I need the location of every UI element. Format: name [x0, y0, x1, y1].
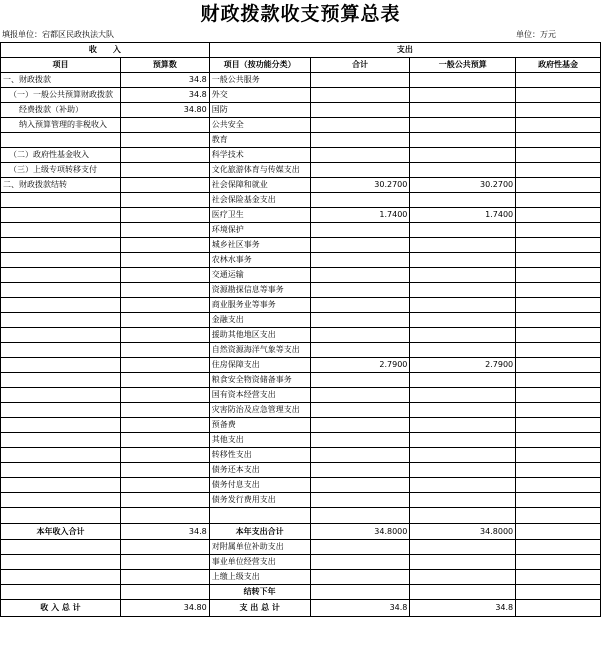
reporting-unit: 填报单位：宕都区民政执法大队	[2, 30, 114, 39]
table-row	[1, 478, 601, 493]
income-item	[1, 313, 121, 328]
table-row	[1, 253, 601, 268]
grand-total-row	[1, 600, 601, 617]
expense-general	[410, 88, 516, 103]
expense-fund	[516, 403, 601, 418]
income-item: 纳入预算管理的非税收入	[1, 118, 121, 133]
table-row	[1, 118, 601, 133]
income-item	[1, 403, 121, 418]
income-budget	[120, 433, 209, 448]
expense-total	[310, 313, 410, 328]
grand-expense-general: 34.8	[410, 600, 516, 617]
income-item	[1, 208, 121, 223]
expense-fund	[516, 163, 601, 178]
table-row	[1, 103, 601, 118]
expense-fund	[516, 223, 601, 238]
income-item	[1, 433, 121, 448]
income-budget	[120, 313, 209, 328]
income-budget	[120, 163, 209, 178]
income-budget: 34.8	[120, 73, 209, 88]
extra-row	[1, 555, 601, 570]
expense-total	[310, 253, 410, 268]
expense-general	[410, 118, 516, 133]
expense-general	[410, 268, 516, 283]
income-budget	[120, 388, 209, 403]
expense-fund	[516, 283, 601, 298]
expense-item: 教育	[209, 133, 310, 148]
income-total-value: 34.8	[120, 524, 209, 540]
expense-item: 城乡社区事务	[209, 238, 310, 253]
table-row	[1, 373, 601, 388]
table-row	[1, 343, 601, 358]
expense-fund	[516, 268, 601, 283]
expense-fund	[516, 238, 601, 253]
table-row	[1, 508, 601, 524]
expense-general	[410, 433, 516, 448]
table-row	[1, 73, 601, 88]
table-row	[1, 148, 601, 163]
table-row	[1, 448, 601, 463]
table-row	[1, 403, 601, 418]
table-row	[1, 328, 601, 343]
expense-fund	[516, 208, 601, 223]
income-budget	[120, 508, 209, 524]
income-item	[1, 478, 121, 493]
expense-total	[310, 463, 410, 478]
expense-item: 预备费	[209, 418, 310, 433]
expense-general	[410, 448, 516, 463]
table-row	[1, 268, 601, 283]
expense-fund	[516, 388, 601, 403]
income-budget	[120, 208, 209, 223]
income-item	[1, 298, 121, 313]
expense-item: 文化旅游体育与传媒支出	[209, 163, 310, 178]
expense-header: 支出	[209, 43, 600, 58]
income-item	[1, 328, 121, 343]
expense-item: 外交	[209, 88, 310, 103]
income-item	[1, 358, 121, 373]
table-row	[1, 88, 601, 103]
expense-item: 公共安全	[209, 118, 310, 133]
income-item	[1, 283, 121, 298]
expense-general: 30.2700	[410, 178, 516, 193]
expense-total	[310, 418, 410, 433]
expense-general	[410, 163, 516, 178]
expense-general	[410, 418, 516, 433]
income-item	[1, 223, 121, 238]
income-budget: 34.8	[120, 88, 209, 103]
table-row	[1, 208, 601, 223]
expense-general	[410, 373, 516, 388]
expense-fund	[516, 493, 601, 508]
income-budget	[120, 358, 209, 373]
expense-item: 社会保险基金支出	[209, 193, 310, 208]
table-row	[1, 493, 601, 508]
expense-fund	[516, 508, 601, 524]
expense-fund	[516, 478, 601, 493]
carry-forward-label: 结转下年	[209, 585, 310, 600]
income-budget	[120, 298, 209, 313]
expense-total	[310, 433, 410, 448]
column-header-row	[1, 58, 601, 73]
expense-total	[310, 298, 410, 313]
expense-total-label: 本年支出合计	[209, 524, 310, 540]
expense-fund	[516, 463, 601, 478]
expense-fund	[516, 343, 601, 358]
expense-general	[410, 148, 516, 163]
table-row	[1, 193, 601, 208]
expense-fund	[516, 358, 601, 373]
expense-total: 2.7900	[310, 358, 410, 373]
expense-fund	[516, 373, 601, 388]
expense-total	[310, 343, 410, 358]
table-row	[1, 463, 601, 478]
expense-total	[310, 193, 410, 208]
income-budget	[120, 373, 209, 388]
expense-general	[410, 238, 516, 253]
budget-table	[0, 42, 601, 617]
income-budget	[120, 193, 209, 208]
expense-general	[410, 343, 516, 358]
income-budget	[120, 238, 209, 253]
expense-general	[410, 463, 516, 478]
expense-total	[310, 508, 410, 524]
expense-total: 1.7400	[310, 208, 410, 223]
income-header: 收 入	[1, 43, 210, 58]
expense-item: 援助其他地区支出	[209, 328, 310, 343]
income-item	[1, 418, 121, 433]
expense-general	[410, 223, 516, 238]
income-item	[1, 238, 121, 253]
expense-fund	[516, 73, 601, 88]
expense-item: 社会保障和就业	[209, 178, 310, 193]
table-row	[1, 283, 601, 298]
expense-fund	[516, 133, 601, 148]
expense-fund	[516, 313, 601, 328]
income-budget	[120, 463, 209, 478]
annual-total-row	[1, 524, 601, 540]
expense-item: 粮食安全物资储备事务	[209, 373, 310, 388]
expense-general	[410, 133, 516, 148]
income-item	[1, 253, 121, 268]
table-row	[1, 163, 601, 178]
income-budget	[120, 328, 209, 343]
income-item: 一、财政拨款	[1, 73, 121, 88]
income-item	[1, 193, 121, 208]
expense-item: 商业服务业等事务	[209, 298, 310, 313]
expense-total	[310, 373, 410, 388]
col-item-func: 项目（按功能分类）	[209, 58, 310, 73]
income-budget	[120, 493, 209, 508]
income-item: （三）上级专项转移支付	[1, 163, 121, 178]
expense-total	[310, 103, 410, 118]
expense-total	[310, 493, 410, 508]
expense-total	[310, 448, 410, 463]
income-budget	[120, 253, 209, 268]
expense-total	[310, 328, 410, 343]
expense-general	[410, 388, 516, 403]
expense-general	[410, 493, 516, 508]
grand-income-value: 34.80	[120, 600, 209, 617]
expense-item: 转移性支出	[209, 448, 310, 463]
table-row	[1, 388, 601, 403]
expense-item: 一般公共服务	[209, 73, 310, 88]
income-budget	[120, 223, 209, 238]
expense-item: 债务付息支出	[209, 478, 310, 493]
expense-item	[209, 508, 310, 524]
income-budget	[120, 283, 209, 298]
table-row	[1, 298, 601, 313]
table-row	[1, 418, 601, 433]
income-item	[1, 508, 121, 524]
grand-expense-label: 支 出 总 计	[209, 600, 310, 617]
expense-fund	[516, 418, 601, 433]
expense-total	[310, 268, 410, 283]
expense-fund	[516, 148, 601, 163]
expense-general	[410, 508, 516, 524]
expense-item: 国有资本经营支出	[209, 388, 310, 403]
income-item	[1, 388, 121, 403]
income-budget	[120, 118, 209, 133]
income-budget	[120, 403, 209, 418]
expense-item: 资源勘探信息等事务	[209, 283, 310, 298]
income-budget	[120, 148, 209, 163]
expense-total	[310, 223, 410, 238]
income-item	[1, 373, 121, 388]
expense-fund	[516, 298, 601, 313]
col-budget: 预算数	[120, 58, 209, 73]
income-item: 二、财政拨款结转	[1, 178, 121, 193]
col-fund: 政府性基金	[516, 58, 601, 73]
expense-total-value: 34.8000	[310, 524, 410, 540]
expense-total: 30.2700	[310, 178, 410, 193]
expense-item: 自然资源海洋气象等支出	[209, 343, 310, 358]
expense-total	[310, 88, 410, 103]
income-item	[1, 463, 121, 478]
income-item: 经费拨款（补助）	[1, 103, 121, 118]
extra-label: 事业单位经营支出	[209, 555, 310, 570]
expense-item: 国防	[209, 103, 310, 118]
table-row	[1, 238, 601, 253]
income-item	[1, 448, 121, 463]
expense-total	[310, 403, 410, 418]
page-title: 财政拨款收支预算总表	[200, 3, 401, 25]
grand-income-label: 收 入 总 计	[1, 600, 121, 617]
expense-item: 债务发行费用支出	[209, 493, 310, 508]
income-item: （二）政府性基金收入	[1, 148, 121, 163]
income-budget	[120, 418, 209, 433]
expense-total-general: 34.8000	[410, 524, 516, 540]
expense-item: 农林水事务	[209, 253, 310, 268]
expense-item: 其他支出	[209, 433, 310, 448]
table-row	[1, 223, 601, 238]
income-item: （一）一般公共预算财政拨款	[1, 88, 121, 103]
expense-item: 灾害防治及应急管理支出	[209, 403, 310, 418]
expense-total	[310, 478, 410, 493]
col-general: 一般公共预算	[410, 58, 516, 73]
currency-unit: 单位：万元	[516, 30, 556, 39]
expense-general: 1.7400	[410, 208, 516, 223]
expense-total	[310, 163, 410, 178]
income-item	[1, 133, 121, 148]
expense-item: 金融支出	[209, 313, 310, 328]
expense-general	[410, 193, 516, 208]
carry-forward-row	[1, 585, 601, 600]
extra-row	[1, 570, 601, 585]
expense-total	[310, 73, 410, 88]
grand-expense-total: 34.8	[310, 600, 410, 617]
expense-item: 交通运输	[209, 268, 310, 283]
income-item	[1, 493, 121, 508]
expense-item: 环境保护	[209, 223, 310, 238]
expense-fund	[516, 103, 601, 118]
income-budget	[120, 448, 209, 463]
expense-total	[310, 388, 410, 403]
expense-total	[310, 148, 410, 163]
expense-fund	[516, 118, 601, 133]
expense-fund	[516, 193, 601, 208]
expense-fund	[516, 328, 601, 343]
expense-item: 科学技术	[209, 148, 310, 163]
expense-total	[310, 283, 410, 298]
expense-general	[410, 328, 516, 343]
expense-general	[410, 478, 516, 493]
expense-general	[410, 73, 516, 88]
expense-general	[410, 103, 516, 118]
income-budget	[120, 268, 209, 283]
expense-item: 住房保障支出	[209, 358, 310, 373]
expense-item: 债务还本支出	[209, 463, 310, 478]
table-row	[1, 433, 601, 448]
expense-general	[410, 253, 516, 268]
extra-label: 上缴上级支出	[209, 570, 310, 585]
income-budget	[120, 133, 209, 148]
extra-label: 对附属单位补助支出	[209, 540, 310, 555]
col-total: 合计	[310, 58, 410, 73]
expense-total	[310, 118, 410, 133]
table-row	[1, 358, 601, 373]
expense-general	[410, 313, 516, 328]
expense-fund	[516, 433, 601, 448]
expense-item: 医疗卫生	[209, 208, 310, 223]
expense-fund	[516, 88, 601, 103]
expense-fund	[516, 253, 601, 268]
income-total-label: 本年收入合计	[1, 524, 121, 540]
expense-general	[410, 283, 516, 298]
table-row	[1, 178, 601, 193]
expense-fund	[516, 178, 601, 193]
income-budget	[120, 478, 209, 493]
expense-general	[410, 403, 516, 418]
table-row	[1, 133, 601, 148]
extra-row	[1, 540, 601, 555]
col-item: 项目	[1, 58, 121, 73]
income-item	[1, 343, 121, 358]
expense-total	[310, 133, 410, 148]
income-item	[1, 268, 121, 283]
expense-fund	[516, 448, 601, 463]
income-budget	[120, 178, 209, 193]
expense-total	[310, 238, 410, 253]
table-row	[1, 313, 601, 328]
expense-general	[410, 298, 516, 313]
section-header-row	[1, 43, 601, 58]
income-budget	[120, 343, 209, 358]
income-budget: 34.80	[120, 103, 209, 118]
expense-general: 2.7900	[410, 358, 516, 373]
